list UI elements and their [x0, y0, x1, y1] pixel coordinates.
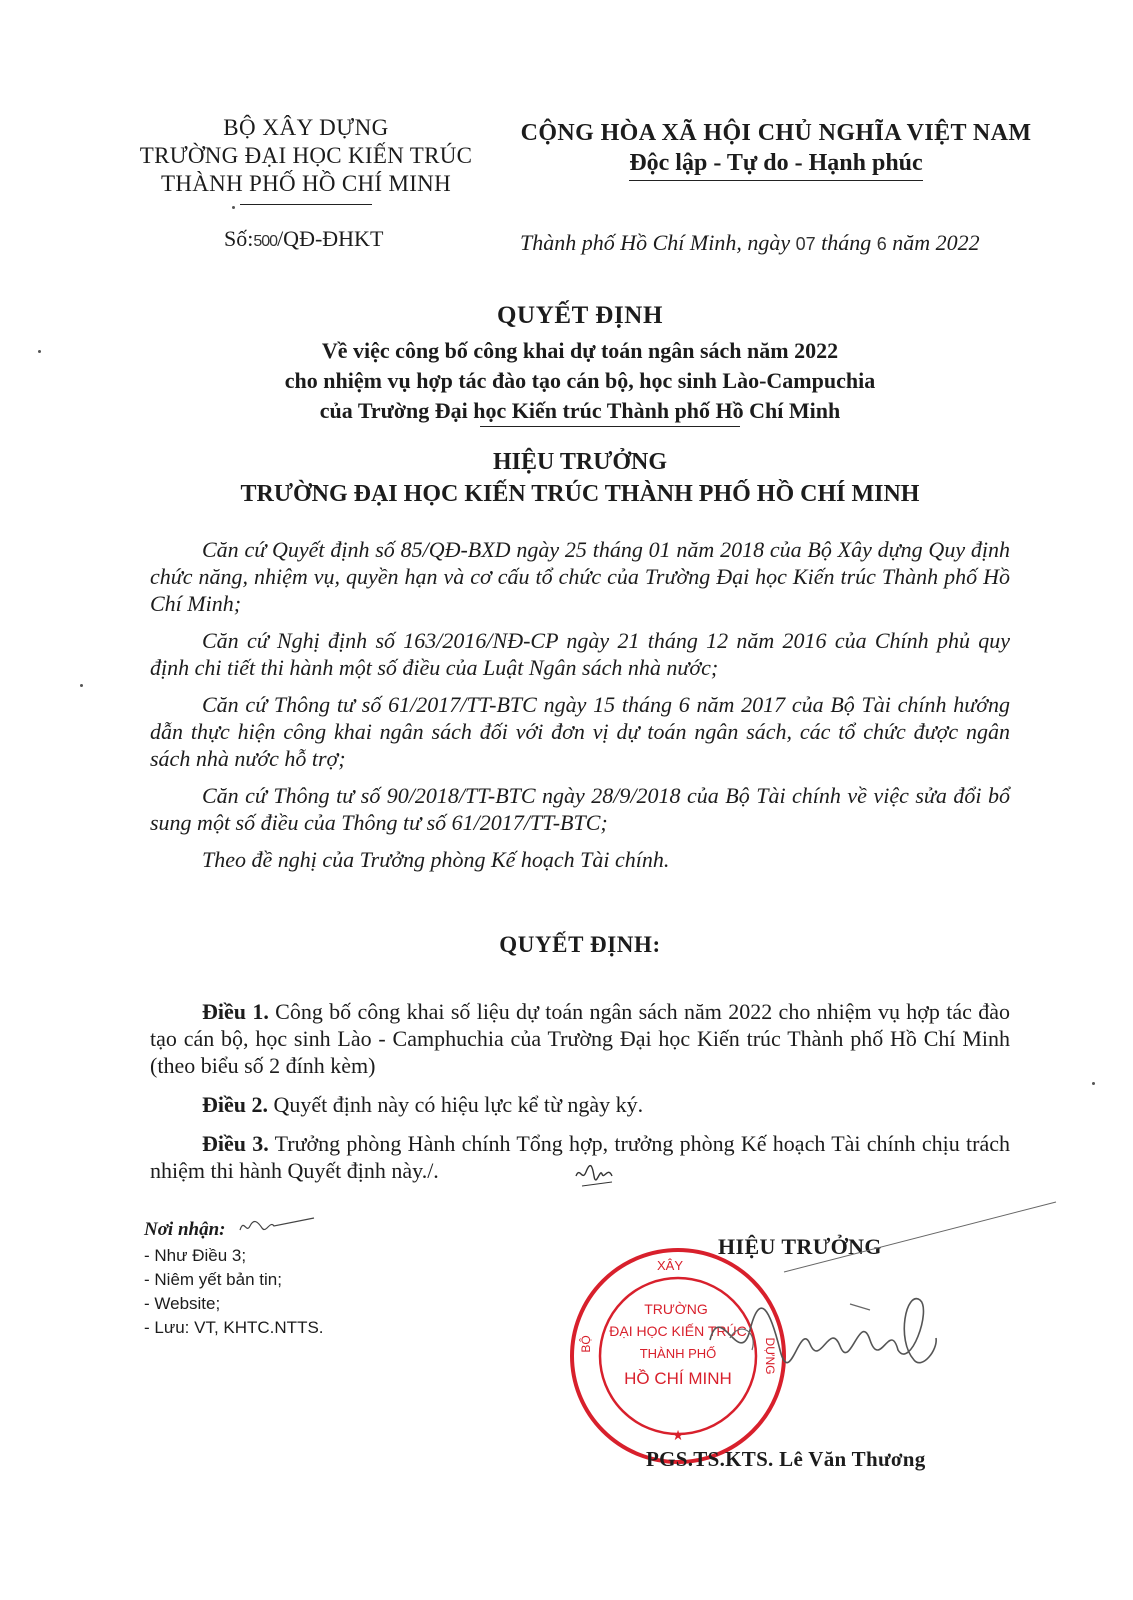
- article-label: Điều 2.: [202, 1092, 268, 1117]
- subject-underline: [480, 426, 740, 427]
- national-title-block: [512, 118, 1040, 181]
- doc-number-prefix: Số:: [224, 226, 254, 251]
- legal-basis-paragraph: Căn cứ Nghị định số 163/2016/NĐ-CP ngày 21 tháng 12 năm 2016 của Chính phủ quy định chi tiết thi hành một số điều của Luật Ngân sách nhà nước;: [150, 628, 1010, 680]
- signer-name: PGS.TS.KTS. Lê Văn Thương: [646, 1447, 926, 1471]
- date-day-handwritten: 07: [795, 234, 816, 254]
- svg-text:HỒ CHÍ MINH: HỒ CHÍ MINH: [624, 1369, 732, 1388]
- legal-bases: [150, 536, 1010, 883]
- scan-speck: [1092, 1082, 1095, 1085]
- article-text: Công bố công khai số liệu dự toán ngân sách năm 2022 cho nhiệm vụ hợp tác đào tạo cán bộ, học sinh Lào - Camphuchia của Trường Đại học Kiến trúc Thành phố Hồ Chí Minh (theo biểu số 2 đính kèm): [150, 999, 1011, 1078]
- article-text: Trưởng phòng Hành chính Tổng hợp, trưởng phòng Kế hoạch Tài chính chịu trách nhiệm thi hành Quyết định này./.: [150, 1131, 1010, 1183]
- date-text-1: Thành phố Hồ Chí Minh, ngày: [520, 230, 796, 255]
- svg-text:★: ★: [671, 1428, 685, 1444]
- date-line: [520, 230, 980, 256]
- pen-stroke: [780, 1196, 1060, 1276]
- svg-text:DỰNG: DỰNG: [763, 1337, 777, 1375]
- national-motto: Độc lập - Tự do - Hạnh phúc: [629, 148, 922, 181]
- document-title: QUYẾT ĐỊNH: [497, 302, 663, 329]
- document-number: [224, 226, 383, 252]
- legal-basis-paragraph: Căn cứ Quyết định số 85/QĐ-BXD ngày 25 tháng 01 năm 2018 của Bộ Xây dựng Quy định chức năng, nhiệm vụ, quyền hạn và cơ cấu tổ chức của Trường Đại học Kiến trúc Thành phố Hồ Chí Minh;: [150, 537, 1010, 616]
- svg-text:XÂY: XÂY: [656, 1258, 684, 1273]
- authority-title: HIỆU TRƯỞNG: [492, 449, 668, 475]
- date-text-2: tháng: [815, 230, 877, 255]
- initials-scribble: [572, 1158, 632, 1188]
- recipients-heading: Nơi nhận:: [144, 1219, 226, 1240]
- date-text-3: năm 2022: [886, 230, 980, 255]
- issuer-underline: [240, 204, 372, 205]
- legal-basis-paragraph: Theo đề nghị của Trưởng phòng Kế hoạch Tài chính.: [202, 847, 670, 872]
- republic-name: CỘNG HÒA XÃ HỘI CHỦ NGHĨA VIỆT NAM: [520, 120, 1032, 146]
- document-subject: [130, 336, 1030, 426]
- recipient-item: - Website;: [144, 1294, 221, 1313]
- article-text: Quyết định này có hiệu lực kể từ ngày ký.: [268, 1092, 644, 1117]
- doc-number-handwritten: 500: [253, 233, 278, 250]
- school-name-line1: TRƯỜNG ĐẠI HỌC KIẾN TRÚC: [139, 143, 473, 168]
- doc-number-suffix: /QĐ-ĐHKT: [277, 226, 384, 251]
- recipient-item: - Niêm yết bản tin;: [144, 1270, 282, 1289]
- article-2: [150, 1091, 1010, 1118]
- svg-text:ĐẠI HỌC KIẾN TRÚC: ĐẠI HỌC KIẾN TRÚC: [609, 1323, 747, 1339]
- handwritten-signature: [700, 1280, 960, 1400]
- svg-text:BỘ: BỘ: [579, 1335, 593, 1353]
- legal-basis-paragraph: Căn cứ Thông tư số 90/2018/TT-BTC ngày 28/9/2018 của Bộ Tài chính về việc sửa đổi bổ sung một số điều của Thông tư số 61/2017/TT-BTC;: [150, 783, 1010, 835]
- issuer-block: [128, 114, 484, 205]
- recipient-item: - Lưu: VT, KHTC.NTTS.: [144, 1318, 324, 1337]
- article-label: Điều 1.: [202, 999, 269, 1024]
- article-1: [150, 998, 1010, 1079]
- scan-speck: [80, 684, 83, 687]
- date-month-handwritten: 6: [876, 234, 887, 254]
- subject-line: cho nhiệm vụ hợp tác đào tạo cán bộ, học sinh Lào-Campuchia: [284, 368, 876, 393]
- subject-line: của Trường Đại học Kiến trúc Thành phố Hồ Chí Minh: [319, 398, 841, 423]
- scan-speck: [38, 350, 41, 353]
- svg-text:THÀNH PHỐ: THÀNH PHỐ: [639, 1346, 717, 1361]
- recipients-scribble: [238, 1214, 318, 1238]
- recipient-item: - Như Điều 3;: [144, 1246, 247, 1265]
- authority-school: TRƯỜNG ĐẠI HỌC KIẾN TRÚC THÀNH PHỐ HỒ CHÍ MINH: [240, 481, 920, 507]
- article-label: Điều 3.: [202, 1131, 269, 1156]
- authority-heading: [130, 446, 1030, 510]
- legal-basis-paragraph: Căn cứ Thông tư số 61/2017/TT-BTC ngày 15 tháng 6 năm 2017 của Bộ Tài chính hướng dẫn thực hiện công khai ngân sách đối với đơn vị dự toán ngân sách, các tổ chức được ngân sách nhà nước hỗ trợ;: [150, 692, 1010, 771]
- ministry-name: BỘ XÂY DỰNG: [223, 115, 389, 140]
- signature-title: HIỆU TRƯỞNG: [718, 1234, 882, 1259]
- decision-heading: QUYẾT ĐỊNH:: [499, 932, 661, 957]
- subject-line: Về việc công bố công khai dự toán ngân sách năm 2022: [321, 338, 839, 363]
- scan-speck: [232, 206, 235, 209]
- school-name-line2: THÀNH PHỐ HỒ CHÍ MINH: [161, 171, 451, 196]
- svg-text:TRƯỜNG: TRƯỜNG: [644, 1301, 708, 1317]
